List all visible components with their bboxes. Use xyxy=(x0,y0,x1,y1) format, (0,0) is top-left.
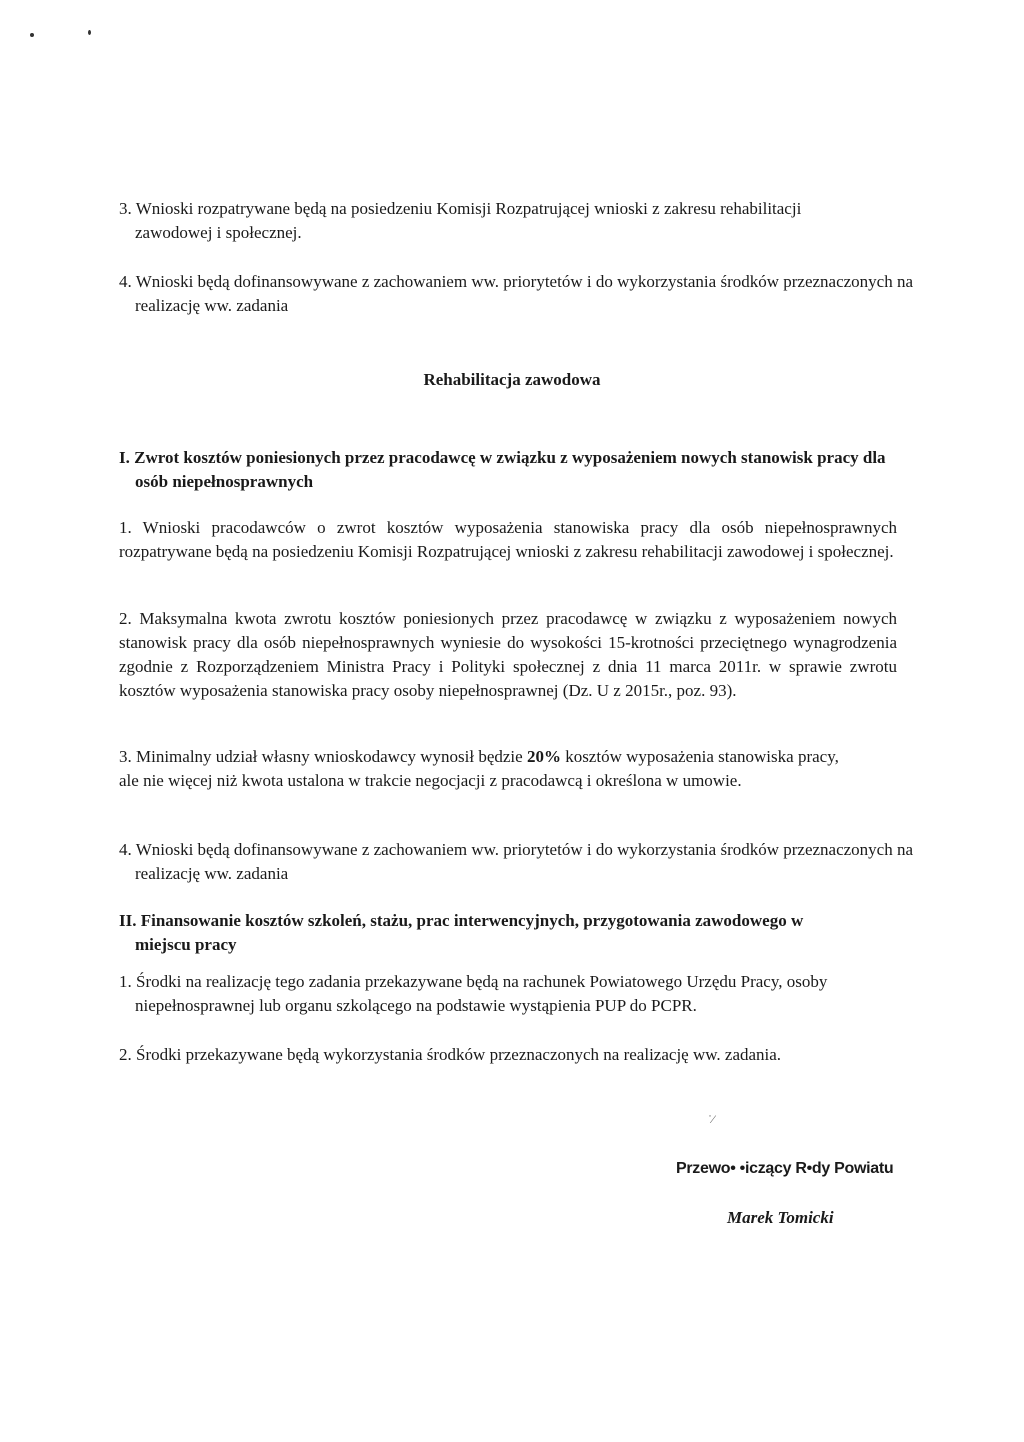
part2-heading: II. Finansowanie kosztów szkoleń, stażu, prac interwencyjnych, przygotowania zawodowego w miejscu pracy xyxy=(119,911,804,954)
part1-heading: I. Zwrot kosztów poniesionych przez pracodawcę w związku z wyposażeniem nowych stanowisk pracy dla osób niepełnosprawnych xyxy=(119,448,886,491)
part1-item-3-rest: kosztów wyposażenia stanowiska pracy, ale nie więcej niż kwota ustalona w trakcie negocjacji z pracodawcą i określona w umowie. xyxy=(119,747,839,790)
own-contribution-percent: 20% xyxy=(526,747,561,766)
intro-item-3: 3. Wnioski rozpatrywane będą na posiedzeniu Komisji Rozpatrującej wnioski z zakresu rehabilitacji zawodowej i społecznej. xyxy=(119,199,802,242)
part2-item-2: 2. Środki przekazywane będą wykorzystania środków przeznaczonych na realizację ww. zadania. xyxy=(119,1045,782,1064)
part1-item-3-text: 3. Minimalny udział własny wnioskodawcy wynosił będzie xyxy=(119,747,527,766)
section-title: Rehabilitacja zawodowa xyxy=(423,370,601,389)
part1-item-3 xyxy=(119,745,839,793)
signature-role: Przewo• •iczący R•dy Powiatu xyxy=(676,1160,894,1177)
scan-speck xyxy=(30,33,34,37)
part1-item-4: 4. Wnioski będą dofinansowywane z zachowaniem ww. priorytetów i do wykorzystania środków przeznaczonych na realizację ww. zadania xyxy=(119,840,914,883)
part1-item-1: 1. Wnioski pracodawców o zwrot kosztów wyposażenia stanowiska pracy dla osób niepełnosprawnych rozpatrywane będą na posiedzeniu Komisji Rozpatrującej wnioski z zakresu rehabilitacji zawodowej i społecznej. xyxy=(119,518,897,561)
intro-item-4: 4. Wnioski będą dofinansowywane z zachowaniem ww. priorytetów i do wykorzystania środków przeznaczonych na realizację ww. zadania xyxy=(119,272,914,315)
stamp-mark: ˙⁄ xyxy=(708,1112,714,1126)
part2-item-1: 1. Środki na realizację tego zadania przekazywane będą na rachunek Powiatowego Urzędu Pracy, osoby niepełnosprawnej lub organu szkolącego na podstawie wystąpienia PUP do PCPR. xyxy=(119,972,828,1015)
signature-name: Marek Tomicki xyxy=(727,1208,834,1227)
scan-speck xyxy=(88,30,91,35)
part1-item-2: 2. Maksymalna kwota zwrotu kosztów poniesionych przez pracodawcę w związku z wyposażeniem nowych stanowisk pracy dla osób niepełnosprawnych wyniesie do wysokości 15-krotności przeciętnego wynagrodzenia zgodnie z Rozporządzeniem Ministra Pracy i Polityki społecznej z dnia 11 marca 2011r. w sprawie zwrotu kosztów wyposażenia stanowiska pracy osoby niepełnosprawnej (Dz. U z 2015r., poz. 93). xyxy=(119,609,897,700)
